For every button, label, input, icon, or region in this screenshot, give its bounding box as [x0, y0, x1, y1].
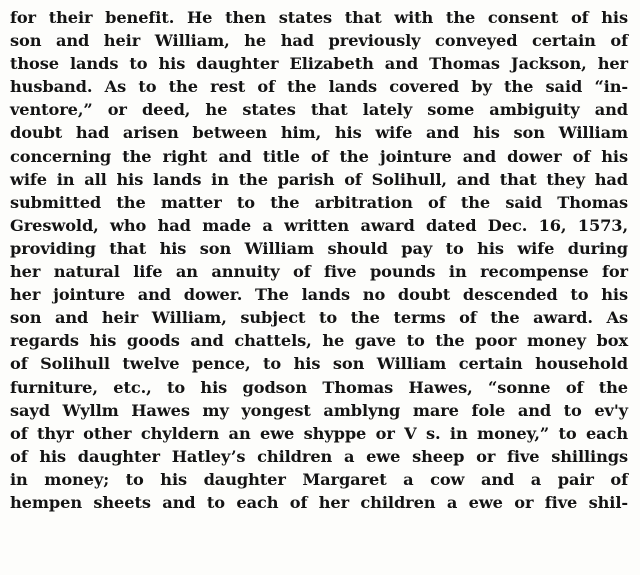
text-line-20: of his daughter Hatley’s children a ewe sheep or five shillings: [10, 446, 628, 466]
text-line-5: ventore,” or deed, he states that lately some ambiguity and: [10, 100, 628, 120]
text-line-8: wife in all his lands in the parish of Solihull, and that they had: [10, 169, 628, 189]
text-line-14: son and heir William, subject to the terms of the award. As: [10, 308, 628, 328]
text-line-17: furniture, etc., to his godson Thomas Hawes, “sonne of the: [10, 377, 628, 397]
text-line-21: in money; to his daughter Margaret a cow and a pair of: [10, 469, 628, 489]
text-line-15: regards his goods and chattels, he gave to the poor money box: [10, 331, 628, 351]
text-line-16: of Solihull twelve pence, to his son William certain household: [10, 354, 628, 374]
text-line-13: her jointure and dower. The lands no doubt descended to his: [10, 285, 628, 305]
text-line-4: husband. As to the rest of the lands covered by the said “in-: [10, 77, 628, 97]
text-line-2: son and heir William, he had previously conveyed certain of: [10, 31, 628, 51]
text-line-9: submitted the matter to the arbitration of the said Thomas: [10, 192, 628, 212]
text-line-22: hempen sheets and to each of her children a ewe or five shil-: [10, 492, 628, 512]
document-text: [10, 6, 628, 514]
text-line-12: her natural life an annuity of five pounds in recompense for: [10, 262, 628, 282]
text-line-1: for their benefit. He then states that with the consent of his: [10, 8, 628, 27]
text-line-7: concerning the right and title of the jointure and dower of his: [10, 146, 628, 166]
text-line-3: those lands to his daughter Elizabeth and Thomas Jackson, her: [10, 54, 628, 74]
text-line-18: sayd Wyllm Hawes my yongest amblyng mare fole and to ev'y: [10, 400, 628, 420]
text-line-10: Greswold, who had made a written award dated Dec. 16, 1573,: [10, 215, 628, 235]
text-line-19: of thyr other chyldern an ewe shyppe or V s. in money,” to each: [10, 423, 628, 443]
text-line-11: providing that his son William should pay to his wife during: [10, 238, 628, 258]
text-line-6: doubt had arisen between him, his wife and his son William: [10, 123, 628, 143]
